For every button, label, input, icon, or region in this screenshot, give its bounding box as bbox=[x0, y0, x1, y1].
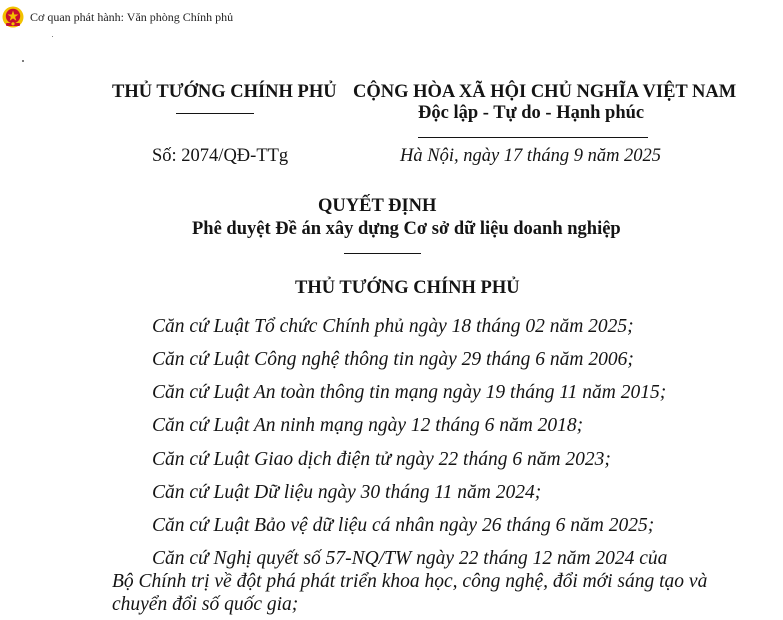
legal-basis-line: Căn cứ Luật Bảo vệ dữ liệu cá nhân ngày 26 tháng 6 năm 2025; bbox=[152, 515, 655, 536]
resolution-basis-line: Căn cứ Nghị quyết số 57-NQ/TW ngày 22 tháng 12 năm 2024 của bbox=[152, 548, 668, 569]
national-motto: Độc lập - Tự do - Hạnh phúc bbox=[418, 103, 645, 123]
scan-speck bbox=[22, 60, 24, 62]
legal-basis-line: Căn cứ Luật An toàn thông tin mạng ngày 19 tháng 11 năm 2015; bbox=[152, 382, 667, 403]
country-name: CỘNG HÒA XÃ HỘI CHỦ NGHĨA VIỆT NAM bbox=[353, 82, 737, 102]
title-underline bbox=[344, 253, 421, 254]
issuer-bar bbox=[0, 4, 233, 30]
scan-speck bbox=[52, 36, 53, 37]
document-subject: Phê duyệt Đề án xây dựng Cơ sở dữ liệu doanh nghiệp bbox=[192, 219, 621, 239]
resolution-basis-line: Bộ Chính trị về đột phá phát triển khoa học, công nghệ, đổi mới sáng tạo và bbox=[112, 571, 708, 592]
national-emblem-icon bbox=[2, 6, 24, 28]
authority-heading: THỦ TƯỚNG CHÍNH PHỦ bbox=[295, 278, 520, 298]
authority-underline bbox=[176, 113, 254, 114]
legal-basis-line: Căn cứ Luật Dữ liệu ngày 30 tháng 11 năm 2024; bbox=[152, 482, 542, 503]
document-number: Số: 2074/QĐ-TTg bbox=[152, 146, 289, 166]
legal-basis-line: Căn cứ Luật Công nghệ thông tin ngày 29 tháng 6 năm 2006; bbox=[152, 349, 634, 370]
motto-underline bbox=[418, 137, 648, 138]
legal-basis-line: Căn cứ Luật Tổ chức Chính phủ ngày 18 tháng 02 năm 2025; bbox=[152, 316, 634, 337]
issuing-authority: THỦ TƯỚNG CHÍNH PHỦ bbox=[112, 82, 337, 102]
issuer-label: Cơ quan phát hành: Văn phòng Chính phủ bbox=[30, 9, 234, 24]
place-and-date: Hà Nội, ngày 17 tháng 9 năm 2025 bbox=[400, 146, 662, 166]
resolution-basis-line: chuyển đổi số quốc gia; bbox=[112, 594, 299, 615]
legal-basis-line: Căn cứ Luật Giao dịch điện tử ngày 22 tháng 6 năm 2023; bbox=[152, 449, 611, 470]
legal-basis-line: Căn cứ Luật An ninh mạng ngày 12 tháng 6 năm 2018; bbox=[152, 415, 584, 436]
document-type: QUYẾT ĐỊNH bbox=[318, 196, 437, 216]
